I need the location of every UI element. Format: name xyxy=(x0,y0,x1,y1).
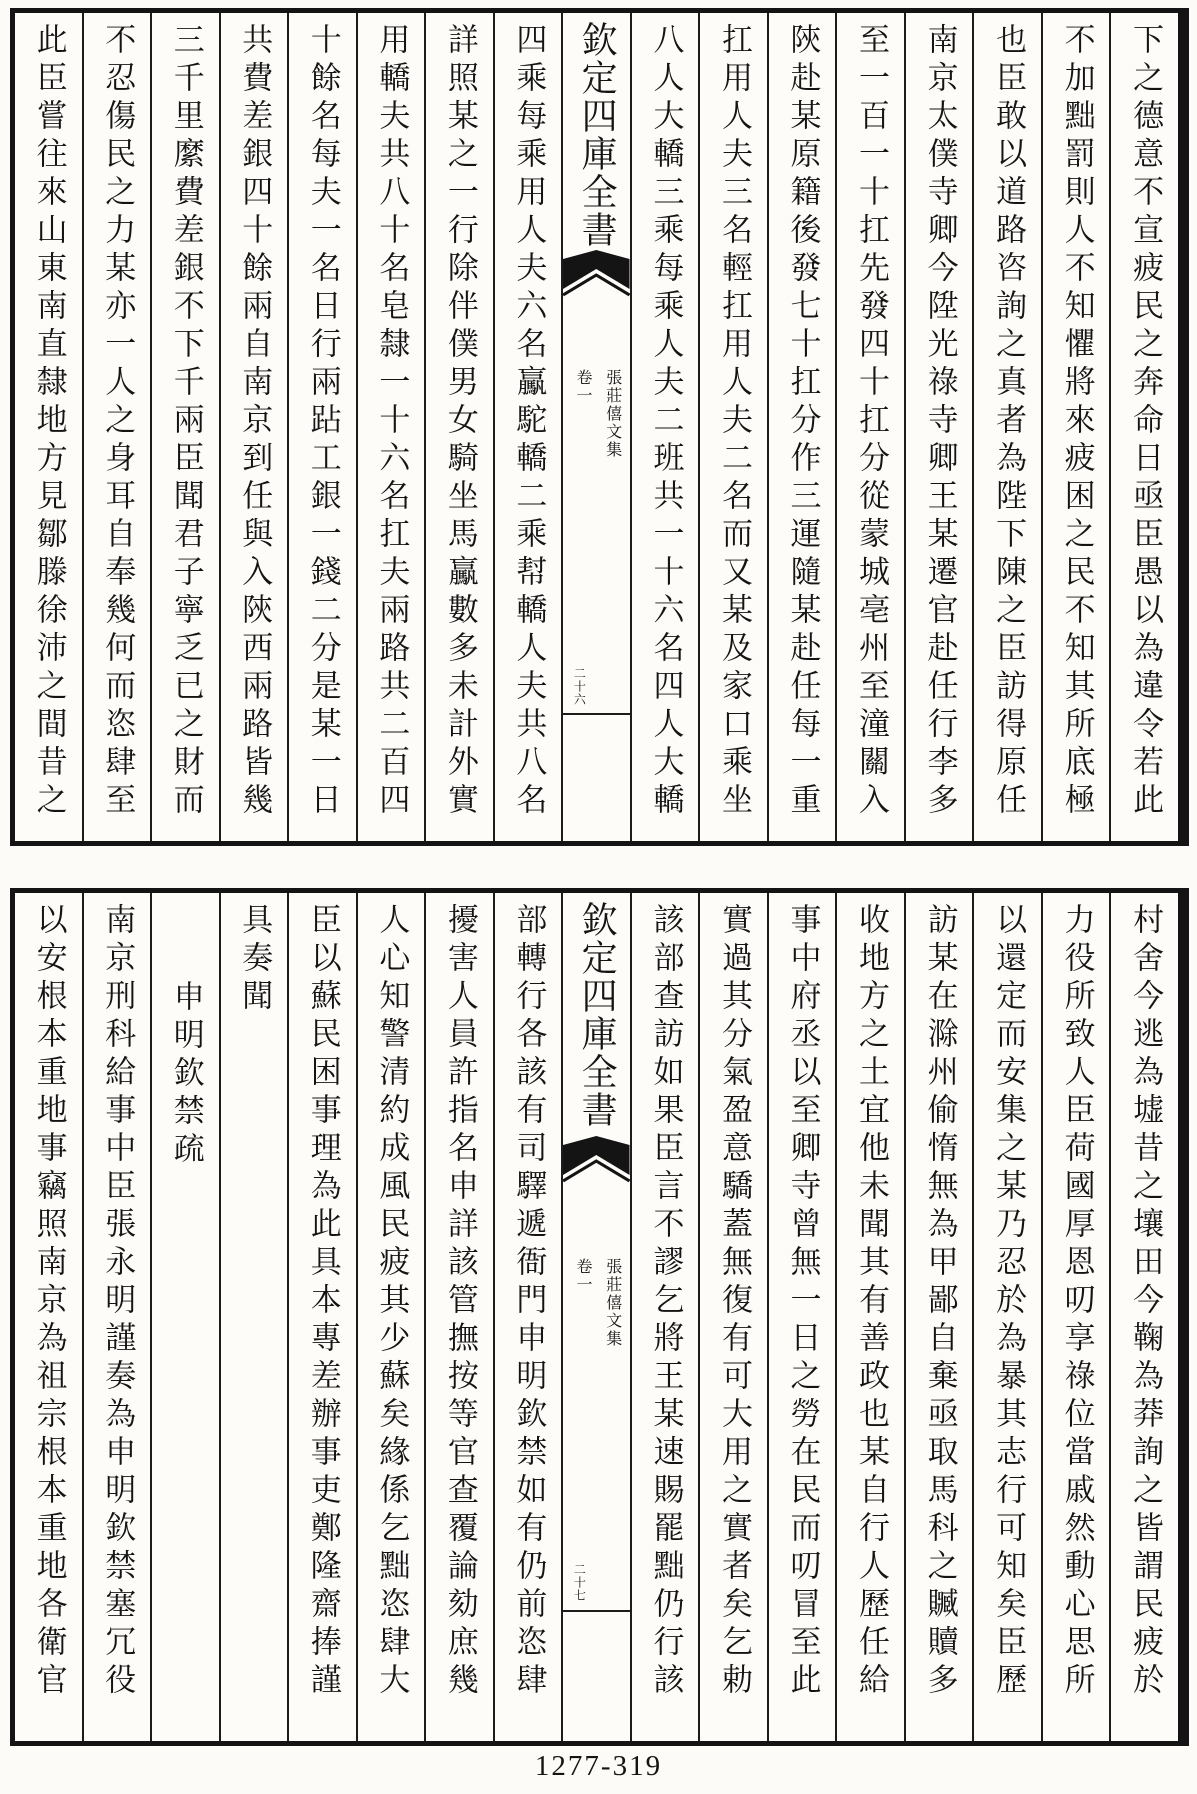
column-text: 部轉行各該有司驛遞衙門申明欽禁如有仍前恣肆 xyxy=(510,903,547,1701)
text-column xyxy=(767,13,836,841)
text-column xyxy=(1109,893,1178,1741)
text-column xyxy=(1041,893,1110,1741)
column-text: 人心知警清約成風民疲其少蘇矣緣係乞黜恣肆大 xyxy=(373,903,410,1701)
text-column xyxy=(904,13,973,841)
column-text: 村舍今逃為墟昔之壤田今鞠為莽詢之皆謂民疲於 xyxy=(1127,903,1164,1701)
column-text: 共費差銀四十餘兩自南京到任與入陝西兩路皆幾 xyxy=(236,23,273,821)
text-column xyxy=(767,893,836,1741)
column-text: 不忍傷民之力某亦一人之身耳自奉幾何而恣肆至 xyxy=(99,23,136,821)
text-column xyxy=(287,13,356,841)
banxin-center-column xyxy=(561,13,630,841)
text-column xyxy=(356,13,425,841)
fishtail-icon xyxy=(563,249,630,301)
column-text: 此臣嘗往來山東南直隸地方見鄒滕徐沛之間昔之 xyxy=(30,23,67,821)
juan-label: 卷一 xyxy=(574,369,594,406)
column-text: 八人大轎三乘每乘人夫二班共一十六名四人大轎 xyxy=(647,23,684,821)
folio-rule xyxy=(563,1610,630,1612)
column-text: 以安根本重地事竊照南京為祖宗根本重地各衛官 xyxy=(30,903,67,1701)
column-text: 扛用人夫三名輕扛用人夫二名而又某及家口乘坐 xyxy=(715,23,752,821)
text-column xyxy=(972,13,1041,841)
text-column xyxy=(972,893,1041,1741)
fishtail-icon xyxy=(563,1135,630,1187)
column-text: 申明欽禁疏 xyxy=(167,980,204,1170)
column-text: 詳照某之一行除伴僕男女騎坐馬驘數多未計外實 xyxy=(441,23,478,821)
text-column xyxy=(150,893,219,1741)
column-text: 不加黜罰則人不知懼將來疲困之民不知其所底極 xyxy=(1058,23,1095,821)
folio-number: 二十六 xyxy=(572,667,587,707)
column-text: 下之德意不宣疲民之奔命日亟臣愚以為違令若此 xyxy=(1127,23,1164,821)
column-text: 擾害人員許指名申詳該管撫按等官查覆論劾庶幾 xyxy=(441,903,478,1701)
book-title: 張莊僖文集 xyxy=(603,369,623,460)
column-text: 臣以蘇民困事理為此具本專差辦事吏鄭隆齋捧謹 xyxy=(304,903,341,1701)
siku-quanshu-title: 欽定四庫全書 xyxy=(576,21,618,249)
column-row-upper xyxy=(15,13,1178,841)
folio-block-upper xyxy=(10,8,1189,846)
column-text: 事中府丞以至卿寺曾無一日之勞在民而叨冒至此 xyxy=(784,903,821,1701)
text-column xyxy=(835,893,904,1741)
column-text: 力役所致人臣荷國厚恩叨享祿位當戚然動心思所 xyxy=(1058,903,1095,1701)
text-column xyxy=(424,893,493,1741)
text-column xyxy=(493,13,562,841)
text-column xyxy=(1109,13,1178,841)
column-text: 實過其分氣盈意驕蓋無復有可大用之實者矣乞勅 xyxy=(715,903,752,1701)
column-text: 以還定而安集之某乃忍於為暴其志行可知矣臣歷 xyxy=(990,903,1027,1701)
column-text: 四乘每乘用人夫六名驘駝轎二乘幇轎人夫共八名 xyxy=(510,23,547,821)
catalog-number: 1277-319 xyxy=(534,1750,663,1782)
column-row-lower xyxy=(15,893,1178,1741)
column-text: 十餘名每夫一名日行兩跕工銀一錢二分是某一日 xyxy=(304,23,341,821)
column-text: 至一百一十扛先發四十扛分從蒙城亳州至潼關入 xyxy=(853,23,890,821)
text-column xyxy=(493,893,562,1741)
text-column xyxy=(150,13,219,841)
juan-label: 卷一 xyxy=(574,1257,594,1294)
text-column xyxy=(698,893,767,1741)
text-column xyxy=(15,13,82,841)
column-text: 三千里縻費差銀不下千兩臣聞君子寧乏已之財而 xyxy=(167,23,204,821)
text-column xyxy=(630,13,699,841)
column-text: 也臣敢以道路咨詢之真者為陛下陳之臣訪得原任 xyxy=(990,23,1027,821)
column-text: 陝赴某原籍後發七十扛分作三運隨某赴任每一重 xyxy=(784,23,821,821)
column-text: 該部查訪如果臣言不謬乞將王某速賜罷黜仍行該 xyxy=(647,903,684,1701)
folio-rule xyxy=(563,713,630,715)
column-text: 南京刑科給事中臣張永明謹奏為申明欽禁塞冗役 xyxy=(99,903,136,1701)
text-column xyxy=(698,13,767,841)
column-text: 訪某在滁州偷惰無為甲鄙自棄亟取馬科之贓贖多 xyxy=(921,903,958,1701)
text-column xyxy=(1041,13,1110,841)
text-column xyxy=(835,13,904,841)
banxin-center-column xyxy=(561,893,630,1741)
column-text: 南京太僕寺卿今陞光祿寺卿王某遷官赴任行李多 xyxy=(921,23,958,821)
folio-number: 二十七 xyxy=(572,1562,587,1602)
book-title: 張莊僖文集 xyxy=(603,1257,623,1348)
text-column xyxy=(219,893,288,1741)
text-column xyxy=(15,893,82,1741)
folio-block-lower xyxy=(10,888,1189,1746)
text-column xyxy=(219,13,288,841)
text-column xyxy=(82,13,151,841)
text-column xyxy=(904,893,973,1741)
column-text: 收地方之土宜他未聞其有善政也某自行人歷任給 xyxy=(853,903,890,1701)
text-column xyxy=(287,893,356,1741)
text-column xyxy=(424,13,493,841)
column-text: 用轎夫共八十名皂隸一十六名扛夫兩路共二百四 xyxy=(373,23,410,821)
column-text: 具奏聞 xyxy=(236,903,273,1017)
text-column xyxy=(356,893,425,1741)
siku-quanshu-title: 欽定四庫全書 xyxy=(576,901,618,1129)
text-column xyxy=(82,893,151,1741)
text-column xyxy=(630,893,699,1741)
